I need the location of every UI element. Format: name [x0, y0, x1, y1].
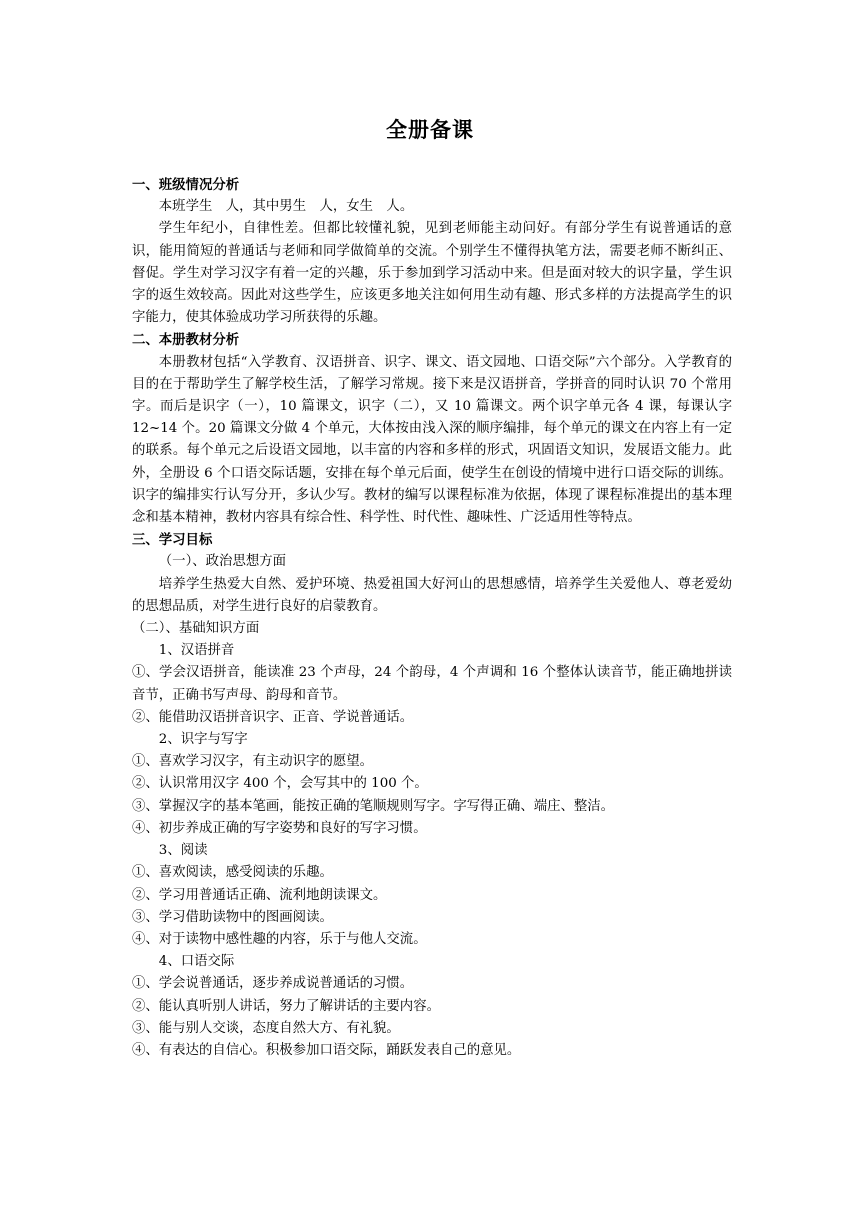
list-item: ①、学会说普通话，逐步养成说普通话的习惯。: [132, 976, 414, 992]
group-title-oral: 4、口语交际: [158, 954, 235, 970]
list-item: ①、喜欢学习汉字，有主动识字的愿望。: [132, 754, 374, 770]
list-item: ④、有表达的自信心。积极参加口语交际，踊跃发表自己的意见。: [132, 1042, 521, 1058]
list-item: ①、学会汉语拼音，能读准 23 个声母，24 个韵母，4 个声调和 16 个整体认读音节，能正确地拼读音节，正确书写声母、韵母和音节。: [132, 665, 732, 703]
paragraph-textbook-analysis: 本册教材包括“入学教育、汉语拼音、识字、课文、语文园地、口语交际”六个部分。入学教育的目的在于帮助学生了解学校生活，了解学习常规。接下来是汉语拼音，学拼音的同时认识 70 个常用字。而后是识字（一），10 篇课文，识字（二），又 10 篇课文。两个识字单元各 4 课，每课认字 12~14 个。20 篇课文分做 4 个单元，大体按由浅入深的顺序编排，每个单元的课文在内容上有一定的联系。每个单元之后设语文园地，以丰富的内容和多样的形式，巩固语文知识，发展语文能力。此外，全册设 6 个口语交际话题，安排在每个单元后面，使学生在创设的情境中进行口语交际的训练。识字的编排实行认写分开，多认少写。教材的编写以课程标准为依据，体现了课程标准提出的基本理念和基本精神，教材内容具有综合性、科学性、时代性、趣味性、广泛适用性等特点。: [132, 354, 732, 526]
section-heading-textbook-analysis: 二、本册教材分析: [132, 332, 240, 349]
list-item: ②、学习用普通话正确、流利地朗读课文。: [132, 887, 387, 903]
list-item: ③、掌握汉字的基本笔画，能按正确的笔顺规则写字。字写得正确、端庄、整洁。: [132, 798, 615, 814]
section-heading-class-analysis: 一、班级情况分析: [132, 177, 240, 193]
list-item: ②、能认真听别人讲话，努力了解讲话的主要内容。: [132, 998, 440, 1014]
page-title: 全册备课: [386, 117, 474, 142]
group-title-literacy: 2、识字与写字: [158, 732, 248, 748]
group-title-reading: 3、阅读: [158, 843, 208, 859]
list-item: ④、对于读物中感性趣的内容，乐于与他人交流。: [132, 931, 427, 947]
paragraph-political: 培养学生热爱大自然、爱护环境、热爱祖国大好河山的思想感情，培养学生关爱他人、尊老爱幼的思想品质，对学生进行良好的启蒙教育。: [132, 576, 732, 614]
subsection-heading-basic-knowledge: （二）、基础知识方面: [132, 621, 260, 637]
list-item: ②、认识常用汉字 400 个，会写其中的 100 个。: [132, 776, 428, 792]
section-heading-learning-goals: 三、学习目标: [132, 532, 213, 549]
group-title-pinyin: 1、汉语拼音: [158, 643, 235, 659]
list-item: ③、学习借助读物中的图画阅读。: [132, 909, 333, 925]
subsection-heading-political: （一）、政治思想方面: [158, 554, 287, 570]
list-item: ③、能与别人交谈，态度自然大方、有礼貌。: [132, 1020, 400, 1036]
paragraph-student-analysis: 学生年纪小，自律性差。但都比较懂礼貌，见到老师能主动问好。有部分学生有说普通话的意识，能用简短的普通话与老师和同学做简单的交流。个别学生不懂得执笔方法，需要老师不断纠正、督促。学生对学习汉字有着一定的兴趣，乐于参加到学习活动中来。但是面对较大的识字量，学生识字的返生效较高。因此对这些学生，应该更多地关注如何用生动有趣、形式多样的方法提高学生的识字能力，使其体验成功学习所获得的乐趣。: [132, 221, 732, 326]
list-item: ④、初步养成正确的写字姿势和良好的写字习惯。: [132, 820, 427, 836]
paragraph-student-count: 本班学生 人，其中男生 人，女生 人。: [158, 199, 414, 215]
document-body: [132, 174, 732, 1062]
list-item: ②、能借助汉语拼音识字、正音、学说普通话。: [132, 709, 414, 725]
list-item: ①、喜欢阅读，感受阅读的乐趣。: [132, 865, 333, 881]
